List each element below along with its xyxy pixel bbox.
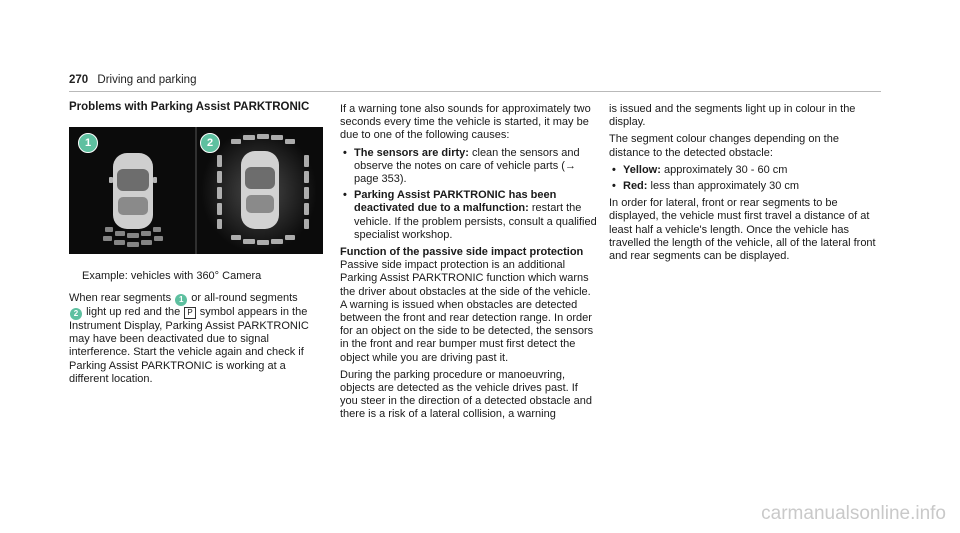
header-divider bbox=[69, 91, 881, 92]
list-item bbox=[340, 189, 598, 242]
warning-tone-intro: If a warning tone also sounds for approximately two seconds every time the vehicle is started, it may be due to one of the following causes: bbox=[340, 103, 591, 142]
text-run: or all-round segments bbox=[191, 292, 298, 304]
list-item-heading: Yellow: bbox=[623, 163, 661, 176]
list-item bbox=[340, 147, 598, 187]
parking-sensor-illustration bbox=[69, 127, 323, 254]
list-item-heading: The sensors are dirty: bbox=[354, 146, 469, 159]
segment-colour-list bbox=[609, 164, 881, 193]
list-item bbox=[609, 180, 881, 193]
warning-continued-paragraph: is issued and the segments light up in colour in the display. bbox=[609, 103, 856, 129]
page-number: 270 bbox=[69, 74, 89, 86]
segment-colour-paragraph: The segment colour changes depending on the distance to the detected obstacle: bbox=[609, 133, 839, 159]
list-item-text: clean the sensors and observe the notes on care of vehicle parts (→ page 353). bbox=[354, 146, 580, 186]
all-round-segments-badge: 2 bbox=[70, 308, 82, 320]
rear-segments-paragraph bbox=[69, 292, 325, 386]
list-item bbox=[609, 164, 881, 177]
causes-list bbox=[340, 147, 598, 242]
list-item-text: restart the vehicle. If the problem persists, consult a qualified specialist workshop. bbox=[354, 202, 597, 241]
rear-segments-badge: 1 bbox=[175, 294, 187, 306]
list-item-heading: Parking Assist PARKTRONIC has been deactivated due to a malfunction: bbox=[354, 189, 557, 215]
watermark: carmanualsonline.info bbox=[761, 503, 946, 524]
parktronic-symbol-icon: P bbox=[184, 307, 195, 319]
list-item-text: less than approximately 30 cm bbox=[650, 180, 800, 193]
section-title: Problems with Parking Assist PARKTRONIC bbox=[69, 101, 310, 113]
column-3-text bbox=[609, 103, 881, 267]
text-run: When rear segments bbox=[69, 292, 172, 304]
passive-side-impact-paragraph: Passive side impact protection is an additional Parking Assist PARKTRONIC function which warns the driver about obstacles at the side of the vehicle. A warning is issued when obstacles are detected between the front and rear detection range. In order for an object on the side to be detected, the sensors in the front and rear bumper must first detect the object while you are driving past it. bbox=[340, 259, 594, 364]
figure-badge-1: 1 bbox=[78, 133, 98, 153]
lateral-segments-paragraph: In order for lateral, front or rear segments to be displayed, the vehicle must first travel a distance of at least half a vehicle's length. Once the vehicle has travelled the length of the vehicle, all of the lateral front and rear segments can be displayed. bbox=[609, 197, 876, 263]
figure-caption: Example: vehicles with 360° Camera bbox=[82, 270, 262, 282]
page-header bbox=[69, 74, 196, 86]
parking-procedure-paragraph: During the parking procedure or manoeuvring, objects are detected as the vehicle drives past. If you steer in the direction of a detected obstacle and there is a risk of a lateral collision, a warning bbox=[340, 368, 592, 421]
text-run: symbol appears in the Instrument Display, Parking Assist PARKTRONIC may have been deactivated due to signal interference. Start the vehicle again and check if Parking Assist PARKTRONIC is working at a different location. bbox=[69, 306, 309, 385]
chapter-title: Driving and parking bbox=[97, 74, 197, 86]
passive-side-impact-heading: Function of the passive side impact protection bbox=[340, 246, 584, 259]
parking-sensor-figure bbox=[69, 127, 323, 254]
text-run: light up red and the bbox=[86, 306, 181, 318]
list-item-heading: Red: bbox=[623, 180, 648, 193]
list-item-text: approximately 30 - 60 cm bbox=[663, 163, 788, 176]
column-1-text bbox=[69, 292, 325, 390]
figure-badge-2: 2 bbox=[200, 133, 220, 153]
column-2-text bbox=[340, 103, 598, 426]
